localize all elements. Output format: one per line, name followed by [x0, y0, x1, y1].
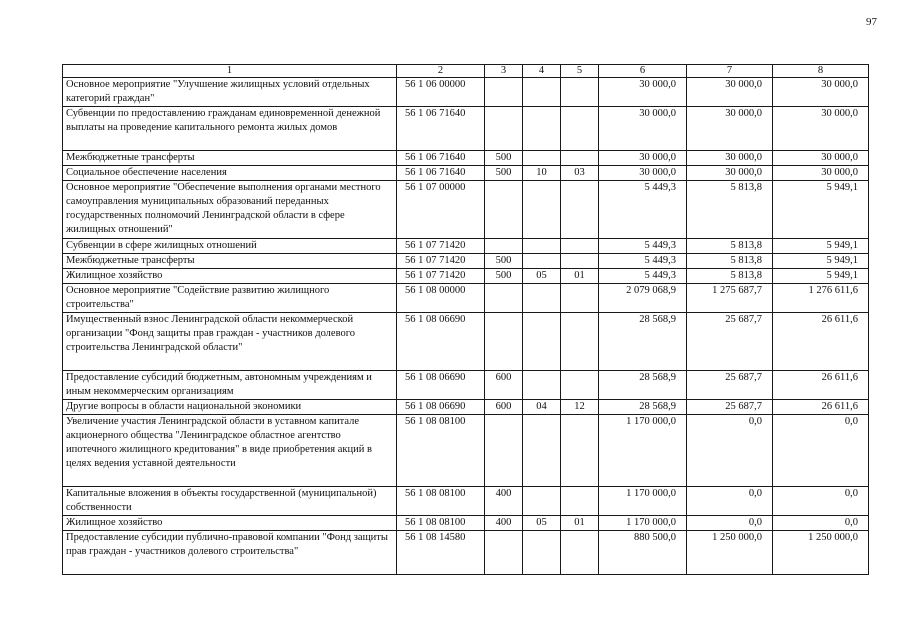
row-target-code: 56 1 07 71420 — [397, 239, 485, 254]
table-row — [63, 531, 869, 575]
row-name: Основное мероприятие "Улучшение жилищных условий отдельных категорий граждан" — [63, 78, 397, 107]
row-target-code: 56 1 06 00000 — [397, 78, 485, 107]
row-expense-type — [485, 313, 523, 371]
row-target-code: 56 1 08 08100 — [397, 487, 485, 516]
row-amount-year3: 0,0 — [773, 415, 869, 487]
row-amount-year2: 30 000,0 — [687, 151, 773, 166]
row-name: Имущественный взнос Ленинградской области некоммерческой организации "Фонд защиты прав граждан - участников долевого строительства Ленинградской области" — [63, 313, 397, 371]
row-section — [523, 181, 561, 239]
row-amount-year2: 25 687,7 — [687, 400, 773, 415]
row-amount-year1: 1 170 000,0 — [599, 516, 687, 531]
row-amount-year3: 5 949,1 — [773, 181, 869, 239]
row-expense-type — [485, 181, 523, 239]
row-subsection — [561, 151, 599, 166]
row-name: Увеличение участия Ленинградской области в уставном капитале акционерного общества "Ленинградское областное агентство ипотечного жилищного кредитования" в виде приобретения акций в целях ведения уставной деятельности — [63, 415, 397, 487]
row-expense-type — [485, 107, 523, 151]
row-name: Основное мероприятие "Обеспечение выполнения органами местного самоуправления муниципальных образований переданных государственных полномочий Ленинградской области в сфере жилищных отношений" — [63, 181, 397, 239]
row-amount-year1: 30 000,0 — [599, 151, 687, 166]
row-subsection — [561, 487, 599, 516]
row-section: 05 — [523, 269, 561, 284]
row-section — [523, 107, 561, 151]
row-target-code: 56 1 06 71640 — [397, 151, 485, 166]
row-amount-year1: 880 500,0 — [599, 531, 687, 575]
header-cell: 4 — [523, 65, 561, 78]
row-amount-year3: 1 250 000,0 — [773, 531, 869, 575]
row-target-code: 56 1 06 71640 — [397, 166, 485, 181]
row-subsection — [561, 107, 599, 151]
row-expense-type — [485, 415, 523, 487]
header-cell: 7 — [687, 65, 773, 78]
row-amount-year3: 5 949,1 — [773, 239, 869, 254]
row-amount-year2: 5 813,8 — [687, 239, 773, 254]
table-row — [63, 78, 869, 107]
row-expense-type: 600 — [485, 400, 523, 415]
row-name: Субвенции в сфере жилищных отношений — [63, 239, 397, 254]
header-cell: 6 — [599, 65, 687, 78]
row-subsection — [561, 78, 599, 107]
table-row — [63, 415, 869, 487]
row-amount-year1: 28 568,9 — [599, 400, 687, 415]
row-expense-type: 600 — [485, 371, 523, 400]
row-amount-year3: 26 611,6 — [773, 371, 869, 400]
row-section — [523, 78, 561, 107]
row-expense-type — [485, 531, 523, 575]
row-subsection: 12 — [561, 400, 599, 415]
row-expense-type: 500 — [485, 151, 523, 166]
row-amount-year3: 5 949,1 — [773, 254, 869, 269]
row-name: Другие вопросы в области национальной экономики — [63, 400, 397, 415]
row-amount-year1: 5 449,3 — [599, 181, 687, 239]
row-section: 05 — [523, 516, 561, 531]
table-row — [63, 166, 869, 181]
row-subsection — [561, 284, 599, 313]
row-target-code: 56 1 08 06690 — [397, 371, 485, 400]
row-amount-year2: 0,0 — [687, 415, 773, 487]
row-target-code: 56 1 08 06690 — [397, 400, 485, 415]
row-amount-year2: 0,0 — [687, 487, 773, 516]
table-row — [63, 269, 869, 284]
row-amount-year1: 28 568,9 — [599, 371, 687, 400]
table-row — [63, 181, 869, 239]
header-cell: 2 — [397, 65, 485, 78]
row-name: Межбюджетные трансферты — [63, 151, 397, 166]
row-section — [523, 415, 561, 487]
row-amount-year1: 30 000,0 — [599, 107, 687, 151]
header-cell: 8 — [773, 65, 869, 78]
row-subsection — [561, 239, 599, 254]
row-amount-year1: 2 079 068,9 — [599, 284, 687, 313]
row-subsection — [561, 313, 599, 371]
row-amount-year1: 5 449,3 — [599, 254, 687, 269]
row-section: 10 — [523, 166, 561, 181]
row-name: Жилищное хозяйство — [63, 269, 397, 284]
row-amount-year3: 30 000,0 — [773, 166, 869, 181]
table-row — [63, 239, 869, 254]
row-amount-year2: 1 275 687,7 — [687, 284, 773, 313]
row-target-code: 56 1 08 06690 — [397, 313, 485, 371]
table-row — [63, 371, 869, 400]
row-amount-year2: 30 000,0 — [687, 78, 773, 107]
row-amount-year2: 30 000,0 — [687, 107, 773, 151]
row-expense-type: 500 — [485, 269, 523, 284]
row-subsection — [561, 531, 599, 575]
row-target-code: 56 1 07 71420 — [397, 254, 485, 269]
row-subsection: 01 — [561, 269, 599, 284]
row-amount-year3: 26 611,6 — [773, 400, 869, 415]
row-expense-type: 500 — [485, 166, 523, 181]
row-subsection — [561, 254, 599, 269]
row-target-code: 56 1 07 71420 — [397, 269, 485, 284]
row-amount-year2: 5 813,8 — [687, 269, 773, 284]
table-row — [63, 400, 869, 415]
row-name: Жилищное хозяйство — [63, 516, 397, 531]
row-expense-type — [485, 78, 523, 107]
table-row — [63, 107, 869, 151]
row-amount-year3: 30 000,0 — [773, 107, 869, 151]
row-amount-year3: 0,0 — [773, 487, 869, 516]
row-amount-year3: 5 949,1 — [773, 269, 869, 284]
row-section: 04 — [523, 400, 561, 415]
row-name: Субвенции по предоставлению гражданам единовременной денежной выплаты на проведение капитального ремонта жилых домов — [63, 107, 397, 151]
row-section — [523, 254, 561, 269]
row-expense-type: 500 — [485, 254, 523, 269]
table-row — [63, 284, 869, 313]
row-name: Основное мероприятие "Содействие развитию жилищного строительства" — [63, 284, 397, 313]
row-amount-year3: 30 000,0 — [773, 151, 869, 166]
row-amount-year1: 30 000,0 — [599, 78, 687, 107]
table-row — [63, 254, 869, 269]
row-amount-year3: 0,0 — [773, 516, 869, 531]
row-name: Межбюджетные трансферты — [63, 254, 397, 269]
row-amount-year3: 1 276 611,6 — [773, 284, 869, 313]
row-target-code: 56 1 08 08100 — [397, 415, 485, 487]
row-amount-year1: 5 449,3 — [599, 269, 687, 284]
row-amount-year3: 26 611,6 — [773, 313, 869, 371]
table-row — [63, 487, 869, 516]
row-amount-year2: 5 813,8 — [687, 254, 773, 269]
row-target-code: 56 1 08 14580 — [397, 531, 485, 575]
table-row — [63, 151, 869, 166]
row-amount-year1: 5 449,3 — [599, 239, 687, 254]
page-number: 97 — [866, 16, 877, 28]
row-section — [523, 531, 561, 575]
row-amount-year2: 25 687,7 — [687, 313, 773, 371]
header-cell: 5 — [561, 65, 599, 78]
header-cell: 1 — [63, 65, 397, 78]
budget-table — [62, 64, 869, 575]
row-section — [523, 371, 561, 400]
row-subsection — [561, 371, 599, 400]
row-name: Предоставление субсидии публично-правовой компании "Фонд защиты прав граждан - участников долевого строительства" — [63, 531, 397, 575]
row-expense-type — [485, 284, 523, 313]
row-subsection: 03 — [561, 166, 599, 181]
row-amount-year1: 1 170 000,0 — [599, 487, 687, 516]
row-expense-type — [485, 239, 523, 254]
row-expense-type: 400 — [485, 487, 523, 516]
row-target-code: 56 1 08 08100 — [397, 516, 485, 531]
row-subsection — [561, 415, 599, 487]
row-name: Капитальные вложения в объекты государственной (муниципальной) собственности — [63, 487, 397, 516]
header-cell: 3 — [485, 65, 523, 78]
row-amount-year2: 5 813,8 — [687, 181, 773, 239]
row-name: Социальное обеспечение населения — [63, 166, 397, 181]
row-subsection — [561, 181, 599, 239]
row-amount-year2: 25 687,7 — [687, 371, 773, 400]
row-section — [523, 313, 561, 371]
header-row — [63, 65, 869, 78]
row-amount-year2: 0,0 — [687, 516, 773, 531]
row-section — [523, 284, 561, 313]
row-amount-year1: 30 000,0 — [599, 166, 687, 181]
row-amount-year3: 30 000,0 — [773, 78, 869, 107]
row-target-code: 56 1 06 71640 — [397, 107, 485, 151]
row-target-code: 56 1 07 00000 — [397, 181, 485, 239]
row-name: Предоставление субсидий бюджетным, автономным учреждениям и иным некоммерческим организациям — [63, 371, 397, 400]
row-amount-year2: 30 000,0 — [687, 166, 773, 181]
row-amount-year1: 1 170 000,0 — [599, 415, 687, 487]
row-amount-year2: 1 250 000,0 — [687, 531, 773, 575]
table-row — [63, 516, 869, 531]
table-row — [63, 313, 869, 371]
row-amount-year1: 28 568,9 — [599, 313, 687, 371]
row-section — [523, 239, 561, 254]
row-subsection: 01 — [561, 516, 599, 531]
row-section — [523, 487, 561, 516]
row-section — [523, 151, 561, 166]
row-target-code: 56 1 08 00000 — [397, 284, 485, 313]
row-expense-type: 400 — [485, 516, 523, 531]
